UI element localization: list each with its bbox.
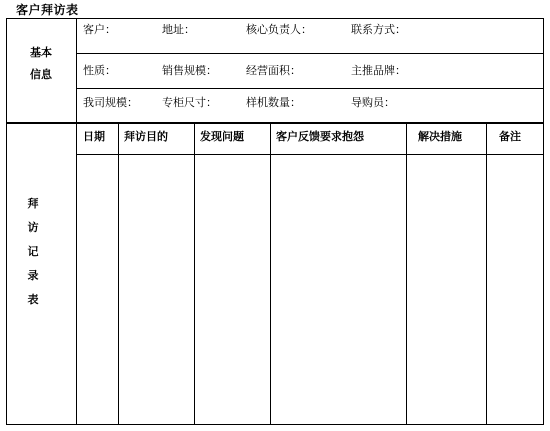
form-title: 客户拜访表 (16, 3, 79, 17)
table-bottom-border (6, 424, 544, 425)
basic-info-label-line2: 信息 (30, 68, 52, 81)
table-right-border (543, 18, 544, 425)
info-row-divider-2 (76, 88, 544, 89)
sample-count-field-label: 样机数量： (246, 96, 301, 109)
counter-size-field-label: 专柜尺寸： (162, 96, 217, 109)
record-cell-visit-purpose[interactable] (119, 155, 194, 424)
record-cell-remarks[interactable] (487, 155, 543, 424)
visit-records-label-char: 录 (27, 269, 39, 282)
visit-form-table (6, 18, 544, 425)
record-cell-customer-feedback[interactable] (271, 155, 406, 424)
nature-field-label: 性质： (83, 64, 116, 77)
record-cell-date[interactable] (77, 155, 118, 424)
col-header-issues-found: 发现问题 (200, 130, 244, 143)
basic-info-label-line1: 基本 (30, 46, 52, 59)
contact-info-field-label: 联系方式： (351, 23, 406, 36)
basic-info-label (6, 46, 76, 82)
col-header-solutions: 解决措施 (418, 130, 462, 143)
col-header-date: 日期 (83, 130, 105, 143)
shopping-guide-field-label: 导购员： (351, 96, 395, 109)
address-field-label: 地址： (162, 23, 195, 36)
sales-scale-field-label: 销售规模： (162, 64, 217, 77)
col-header-customer-feedback: 客户反馈要求抱怨 (276, 130, 364, 143)
visit-records-label-char: 记 (27, 245, 39, 258)
visit-records-label-char: 拜 (27, 197, 39, 210)
core-contact-field-label: 核心负责人： (246, 23, 312, 36)
table-top-border (6, 18, 544, 19)
visit-records-label-char: 访 (27, 221, 39, 234)
business-area-field-label: 经营面积： (246, 64, 301, 77)
main-brand-field-label: 主推品牌： (351, 64, 406, 77)
our-scale-field-label: 我司规模： (83, 96, 138, 109)
col-header-visit-purpose: 拜访目的 (124, 130, 168, 143)
visit-records-label-char: 表 (27, 293, 39, 306)
record-cell-issues-found[interactable] (195, 155, 270, 424)
visit-records-label (6, 197, 60, 317)
customer-field-label: 客户： (83, 23, 116, 36)
section-divider (6, 122, 544, 124)
record-cell-solutions[interactable] (407, 155, 486, 424)
info-row-divider-1 (76, 53, 544, 54)
col-header-remarks: 备注 (499, 130, 521, 143)
